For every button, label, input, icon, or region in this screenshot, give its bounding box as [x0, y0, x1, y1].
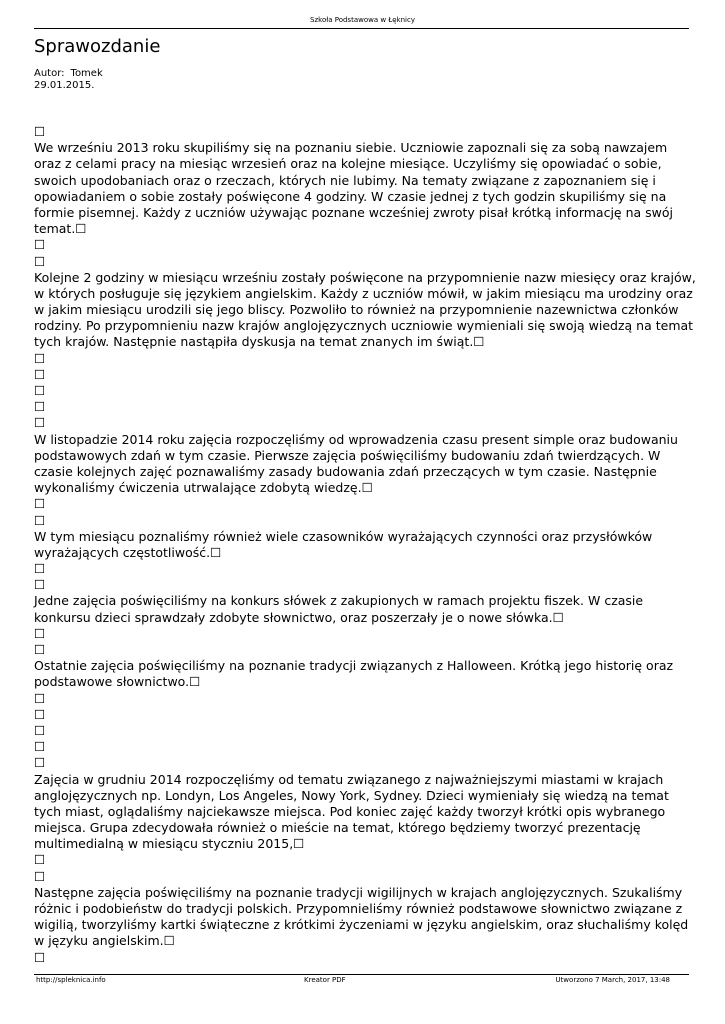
body-line: różnic i podobieństw do tradycji polskich. Przypomnieliśmy również podstawowe słownictwo związane z — [34, 901, 683, 916]
document-date: 29.01.2015. — [34, 80, 95, 91]
body-line: ☐ — [34, 253, 46, 269]
document-meta — [34, 68, 103, 92]
body-line: W tym miesiącu poznaliśmy również wiele czasowników wyrażających czynności oraz przysłówków — [34, 528, 653, 544]
body-line: podstawowych zdań w tym czasie. Pierwsze zajęcia poświęciliśmy budowaniu zdań twierdzących. W — [34, 447, 661, 463]
body-line: ☐ — [34, 722, 46, 738]
body-line: ☐ — [34, 561, 46, 577]
body-line: w języku angielskim.☐ — [34, 933, 175, 949]
body-line: wigilią, tworzyliśmy kartki świąteczne z krótkimi życzeniami w języku angielskim, oraz słuchaliśmy kolęd — [34, 917, 689, 933]
body-line: ☐ — [34, 366, 46, 382]
body-line: ☐ — [34, 625, 46, 641]
body-line: ☐ — [34, 690, 46, 706]
body-line: ☐ — [34, 739, 46, 755]
body-line: Następne zajęcia poświęciliśmy na poznanie tradycji wigilijnych w krajach anglojęzycznych. Szukaliśmy — [34, 884, 683, 900]
body-line: ☐ — [34, 868, 46, 884]
body-line: wykonaliśmy ćwiczenia utrwalające zdobytą wiedzę.☐ — [34, 480, 373, 496]
body-line: Jedne zajęcia poświęciliśmy na konkurs słówek z zakupionych w ramach projektu fiszek. W czasie — [34, 593, 644, 609]
body-line: ☐ — [34, 512, 46, 528]
author-label: Autor: — [34, 68, 65, 79]
author-name: Tomek — [70, 68, 103, 79]
body-line: anglojęzycznych np. Londyn, Los Angeles, Nowy York, Sydney. Dzieci wymieniały się wiedzą na temat — [34, 787, 669, 803]
body-line: tych miast, oglądaliśmy najciekawsze miejsca. Pod koniec zajęć każdy tworzył krótki opis wybranego — [34, 803, 666, 819]
body-line: Zajęcia w grudniu 2014 rozpoczęliśmy od tematu związanego z najważniejszymi miastami w krajach — [34, 771, 664, 787]
body-line: ☐ — [34, 496, 46, 512]
body-line: ☐ — [34, 577, 46, 593]
document-title: Sprawozdanie — [34, 36, 161, 57]
body-line: ☐ — [34, 706, 46, 722]
body-line: opowiadaniem o sobie zostały poświęcone 4 godziny. W czasie jednej z tych godzin skupiliśmy się na — [34, 188, 667, 204]
body-line: miejsca. Grupa zdecydowała również o mieście na temat, którego będziemy tworzyć prezentację — [34, 820, 641, 836]
body-line: ☐ — [34, 755, 46, 771]
body-line: swoich upodobaniach oraz o rzeczach, których nie lubimy. Na tematy związane z zapoznaniem się i — [34, 172, 656, 188]
body-line: ☐ — [34, 852, 46, 868]
body-line: czasie kolejnych zajęć poznawaliśmy zasady budowania zdań przeczących w tym czasie. Następnie — [34, 463, 657, 479]
body-line: ☐ — [34, 237, 46, 253]
body-line: Kolejne 2 godziny w miesiącu wrześniu zostały poświęcone na przypomnienie nazw miesięcy oraz krajów, — [34, 269, 696, 285]
body-line: podstawowe słownictwo.☐ — [34, 674, 201, 690]
footer-created: Utworzono 7 March, 2017, 13:48 — [555, 976, 670, 984]
footer-url[interactable]: http://spleknica.info — [36, 976, 106, 984]
body-line: oraz z celami pracy na miesiąc wrzesień oraz na kolejne miesiące. Uczyliśmy się opowiadać o sobie, — [34, 156, 662, 172]
body-line: Ostatnie zajęcia poświęciliśmy na poznanie tradycji związanych z Halloween. Krótką jego historię oraz — [34, 658, 674, 674]
body-line: W listopadzie 2014 roku zajęcia rozpoczęliśmy od wprowadzenia czasu present simple oraz budowaniu — [34, 431, 678, 447]
body-line: ☐ — [34, 350, 46, 366]
body-line: konkursu dzieci sprawdzały zdobyte słownictwo, oraz poszerzały je o nowe słówka.☐ — [34, 609, 564, 625]
body-line: ☐ — [34, 949, 46, 965]
body-line: ☐ — [34, 383, 46, 398]
body-line: ☐ — [34, 415, 46, 431]
body-line: ☐ — [34, 124, 46, 139]
body-line: w których posługuje się językiem angielskim. Każdy z uczniów mówił, w jakim miesiącu ma urodziny oraz — [34, 285, 693, 301]
footer-generator: Kreator PDF — [304, 976, 346, 984]
body-line: rodziny. Po przypomnieniu nazw krajów anglojęzycznych uczniowie wymieniali się swoją wiedzą na temat — [34, 318, 694, 334]
footer-divider — [34, 974, 689, 975]
body-line: wyrażających częstotliwość.☐ — [34, 544, 222, 560]
school-name: Szkoła Podstawowa w Łęknicy — [310, 16, 415, 24]
report-body — [34, 124, 694, 966]
body-line: ☐ — [34, 642, 46, 657]
body-line: formie pisemnej. Każdy z uczniów używając poznane wcześniej zwroty pisał krótką informację na swój — [34, 204, 674, 220]
body-line: temat.☐ — [34, 221, 87, 237]
header-divider — [34, 28, 689, 29]
body-line: w jakim miesiącu urodzili się jego bliscy. Pozwoliło to również na przypomnienie nazewnictwa członków — [34, 302, 679, 318]
body-line: tych krajów. Następnie nastąpiła dyskusja na temat znanych im świąt.☐ — [34, 334, 485, 350]
page-header — [0, 16, 725, 25]
body-line: multimedialną w miesiącu styczniu 2015,☐ — [34, 836, 305, 852]
author-line — [34, 68, 103, 80]
body-line: We wrześniu 2013 roku skupiliśmy się na poznaniu siebie. Uczniowie zapoznali się za sobą nawzajem — [34, 140, 668, 156]
body-line: ☐ — [34, 399, 46, 415]
